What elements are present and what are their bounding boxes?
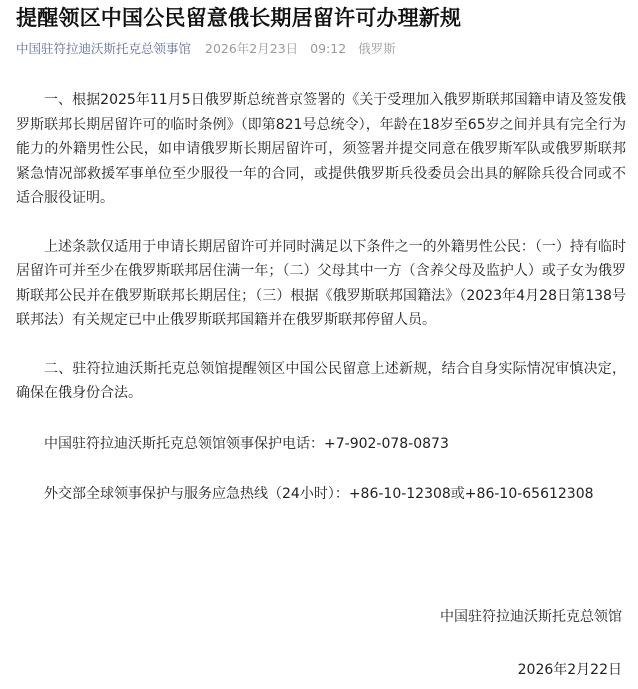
publish-time: 09:12 xyxy=(310,41,347,56)
article-meta xyxy=(16,40,626,58)
consular-hotline: 中国驻符拉迪沃斯托克总领馆领事保护电话：+7-902-078-0873 xyxy=(44,435,449,452)
article-title: 提醒领区中国公民留意俄长期居留许可办理新规 xyxy=(16,6,462,30)
source-account-link[interactable]: 中国驻符拉迪沃斯托克总领事馆 xyxy=(16,41,192,56)
paragraph-reminder: 二、驻符拉迪沃斯托克总领馆提醒领区中国公民留意上述新规，结合自身实际情况审慎决定，确保在俄身份合法。 xyxy=(16,360,626,401)
article-body xyxy=(16,88,626,507)
paragraph-spacer xyxy=(16,211,626,235)
paragraph-spacer xyxy=(16,406,626,432)
signature-date: 2026年2月22日 xyxy=(517,662,622,678)
paragraph-conditions: 上述条款仅适用于申请长期居留许可并同时满足以下条件之一的外籍男性公民：（一）持有临时居留许可并至少在俄罗斯联邦居住满一年；（二）父母其中一方（含养父母及监护人）或子女为俄罗斯联邦公民并在俄罗斯联邦长期居住；（三）根据《俄罗斯联邦国籍法》（2023年4月28日第138号联邦法）有关规定已中止俄罗斯联邦国籍并在俄罗斯联邦停留人员。 xyxy=(16,238,626,328)
paragraph-decree: 一、根据2025年11月5日俄罗斯总统普京签署的《关于受理加入俄罗斯联邦国籍申请及签发俄罗斯联邦长期居留许可的临时条例》（即第821号总统令），年龄在18岁至65岁之间并具有完全行为能力的外籍男性公民，如申请俄罗斯长期居留许可，须签署并提交同意在俄罗斯军队或俄罗斯联邦紧急情况部救援军事单位至少服役一年的合同，或提供俄罗斯兵役委员会出具的解除兵役合同或不适合服役证明。 xyxy=(16,92,626,206)
paragraph-spacer xyxy=(16,456,626,482)
publish-region: 俄罗斯 xyxy=(358,41,396,56)
paragraph-spacer xyxy=(16,333,626,357)
publish-date: 2026年2月23日 xyxy=(205,41,299,56)
global-hotline: 外交部全球领事保护与服务应急热线（24小时）：+86-10-12308或+86-10-65612308 xyxy=(44,486,594,502)
signature: 中国驻符拉迪沃斯托克总领馆 xyxy=(440,609,622,625)
